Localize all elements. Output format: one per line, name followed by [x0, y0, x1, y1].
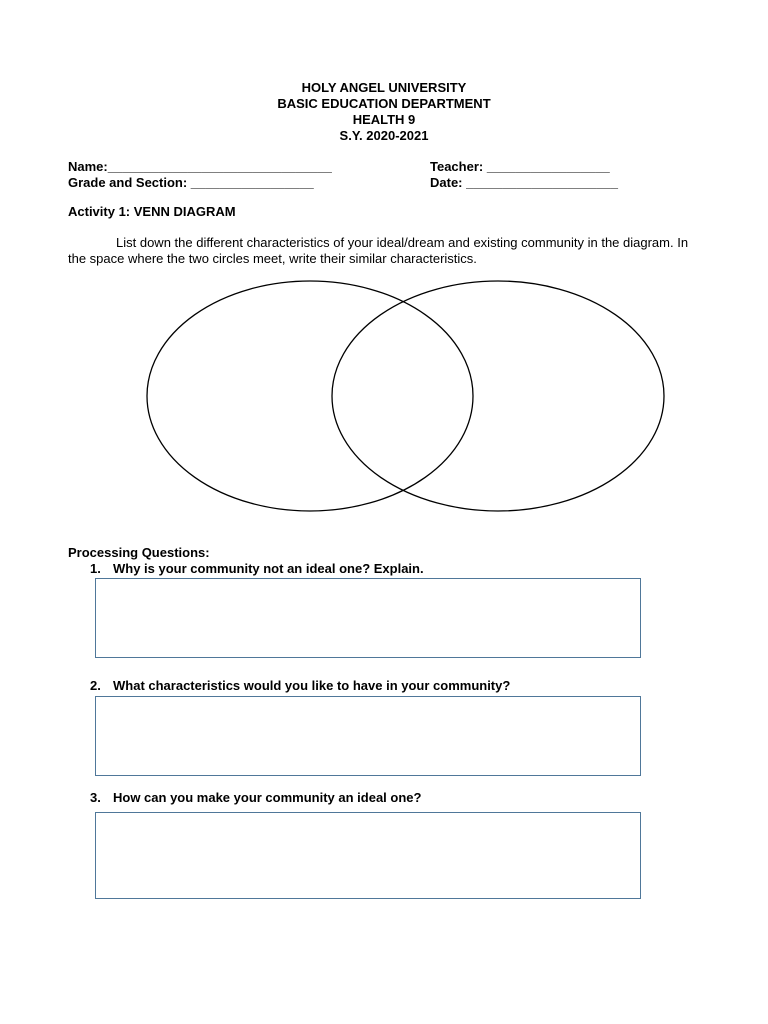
school-year: S.Y. 2020-2021 — [339, 128, 429, 143]
teacher-field[interactable]: Teacher: _________________ — [430, 159, 610, 174]
subject-name: HEALTH 9 — [352, 112, 416, 127]
document-header — [0, 80, 768, 144]
grade-section-field[interactable]: Grade and Section: _________________ — [68, 175, 314, 190]
question-1 — [90, 561, 424, 576]
question-3-number: 3. — [90, 790, 101, 805]
activity-instructions: List down the different characteristics of your ideal/dream and existing community in the diagram. In the space where the two circles meet, write their similar characteristics. — [68, 235, 689, 266]
question-1-number: 1. — [90, 561, 101, 576]
question-2-number: 2. — [90, 678, 101, 693]
name-field[interactable]: Name:_______________________________ — [68, 159, 332, 174]
question-3 — [90, 790, 421, 805]
answer-box-1[interactable] — [95, 578, 641, 658]
question-2-text: What characteristics would you like to have in your community? — [113, 678, 511, 693]
processing-questions-title: Processing Questions: — [68, 545, 210, 560]
venn-right-circle[interactable] — [332, 281, 664, 511]
answer-box-2[interactable] — [95, 696, 641, 776]
question-1-text: Why is your community not an ideal one? Explain. — [113, 561, 424, 576]
department-name: BASIC EDUCATION DEPARTMENT — [277, 96, 491, 111]
activity-title: Activity 1: VENN DIAGRAM — [68, 204, 236, 219]
question-2 — [90, 678, 510, 693]
school-name: HOLY ANGEL UNIVERSITY — [301, 80, 467, 95]
answer-box-3[interactable] — [95, 812, 641, 899]
question-3-text: How can you make your community an ideal one? — [113, 790, 422, 805]
venn-diagram — [140, 276, 674, 516]
venn-left-circle[interactable] — [147, 281, 473, 511]
date-field[interactable]: Date: _____________________ — [430, 175, 618, 190]
